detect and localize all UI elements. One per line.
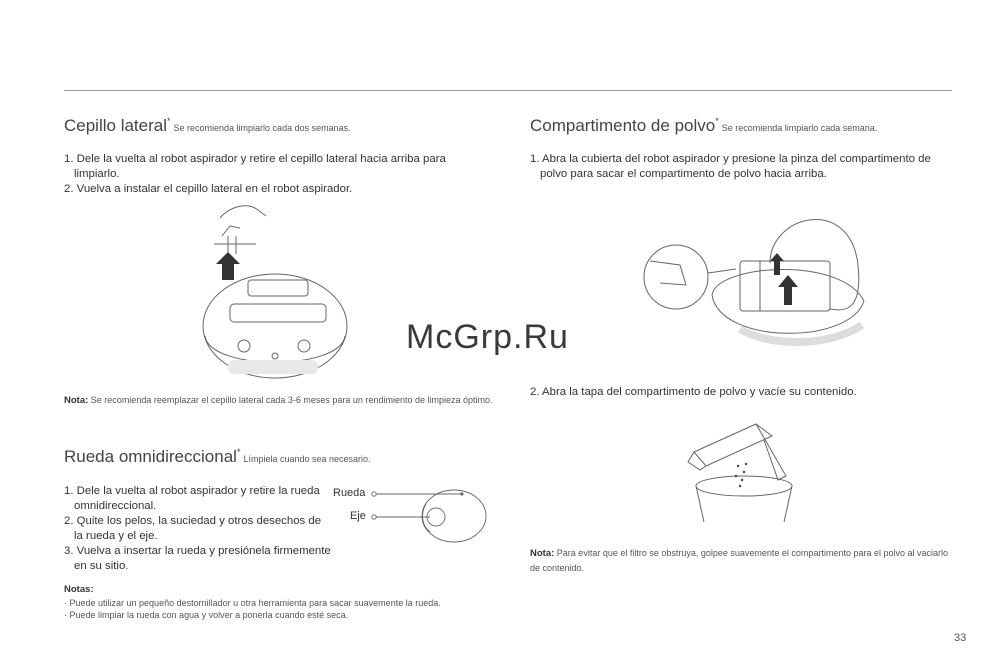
side-brush-note: Nota: Se recomienda reemplazar el cepillo lateral cada 3-6 meses para un rendimiento de limpieza óptimo.	[64, 395, 493, 406]
omni-wheel-steps	[64, 484, 332, 574]
top-divider	[64, 90, 952, 91]
wheel-label: Rueda	[333, 487, 366, 499]
dust-bin-emptying-illustration	[686, 416, 806, 526]
omni-wheel-notes: Notas: · Puede utilizar un pequeño destornillador u otra herramienta para sacar suavemente la rueda. · Puede limpiar la rueda con agua y volver a ponerla cuando esté seca.	[64, 583, 504, 621]
side-brush-step-2: 2. Vuelva a instalar el cepillo lateral en el robot aspirador.	[64, 183, 353, 195]
omni-wheel-step-2: 2. Quite los pelos, la suciedad y otros desechos de la rueda y el eje.	[64, 515, 322, 542]
dust-bin-step-2: 2. Abra la tapa del compartimento de polvo y vacíe su contenido.	[530, 386, 857, 398]
page-number: 33	[954, 632, 967, 644]
dust-bin-steps-2	[530, 385, 950, 400]
omni-wheel-heading: Rueda omnidireccional*Límpiela cuando sea necesario.	[64, 447, 371, 466]
axle-label: Eje	[350, 510, 366, 522]
omni-wheel-illustration	[368, 484, 492, 544]
omni-wheel-step-1: 1. Dele la vuelta al robot aspirador y retire la rueda omnidireccional.	[64, 485, 320, 512]
side-brush-step-1: 1. Dele la vuelta al robot aspirador y retire el cepillo lateral hacia arriba para limpiarlo.	[64, 153, 446, 180]
dust-bin-steps-1	[530, 152, 950, 182]
watermark: McGrp.Ru	[406, 318, 569, 356]
robot-top-illustration	[640, 205, 880, 365]
omni-wheel-step-3: 3. Vuelva a insertar la rueda y presiónela firmemente en su sitio.	[64, 545, 331, 572]
omni-wheel-note-2: · Puede limpiar la rueda con agua y volver a ponerla cuando esté seca.	[64, 610, 349, 620]
dust-bin-step-1: 1. Abra la cubierta del robot aspirador y presione la pinza del compartimento de polvo para sacar el compartimento de polvo hacia arriba.	[530, 153, 931, 180]
dust-bin-note: Nota: Para evitar que el filtro se obstruya, golpee suavemente el compartimento para el polvo al vaciarlo de contenido.	[530, 548, 949, 573]
dust-bin-heading: Compartimento de polvo*Se recomienda limpiarlo cada semana.	[530, 116, 878, 135]
side-brush-steps	[64, 152, 464, 197]
omni-wheel-note-1: · Puede utilizar un pequeño destornillador u otra herramienta para sacar suavemente la rueda.	[64, 598, 441, 608]
robot-underside-illustration	[200, 196, 350, 386]
side-brush-heading: Cepillo lateral*Se recomienda limpiarlo cada dos semanas.	[64, 116, 351, 135]
